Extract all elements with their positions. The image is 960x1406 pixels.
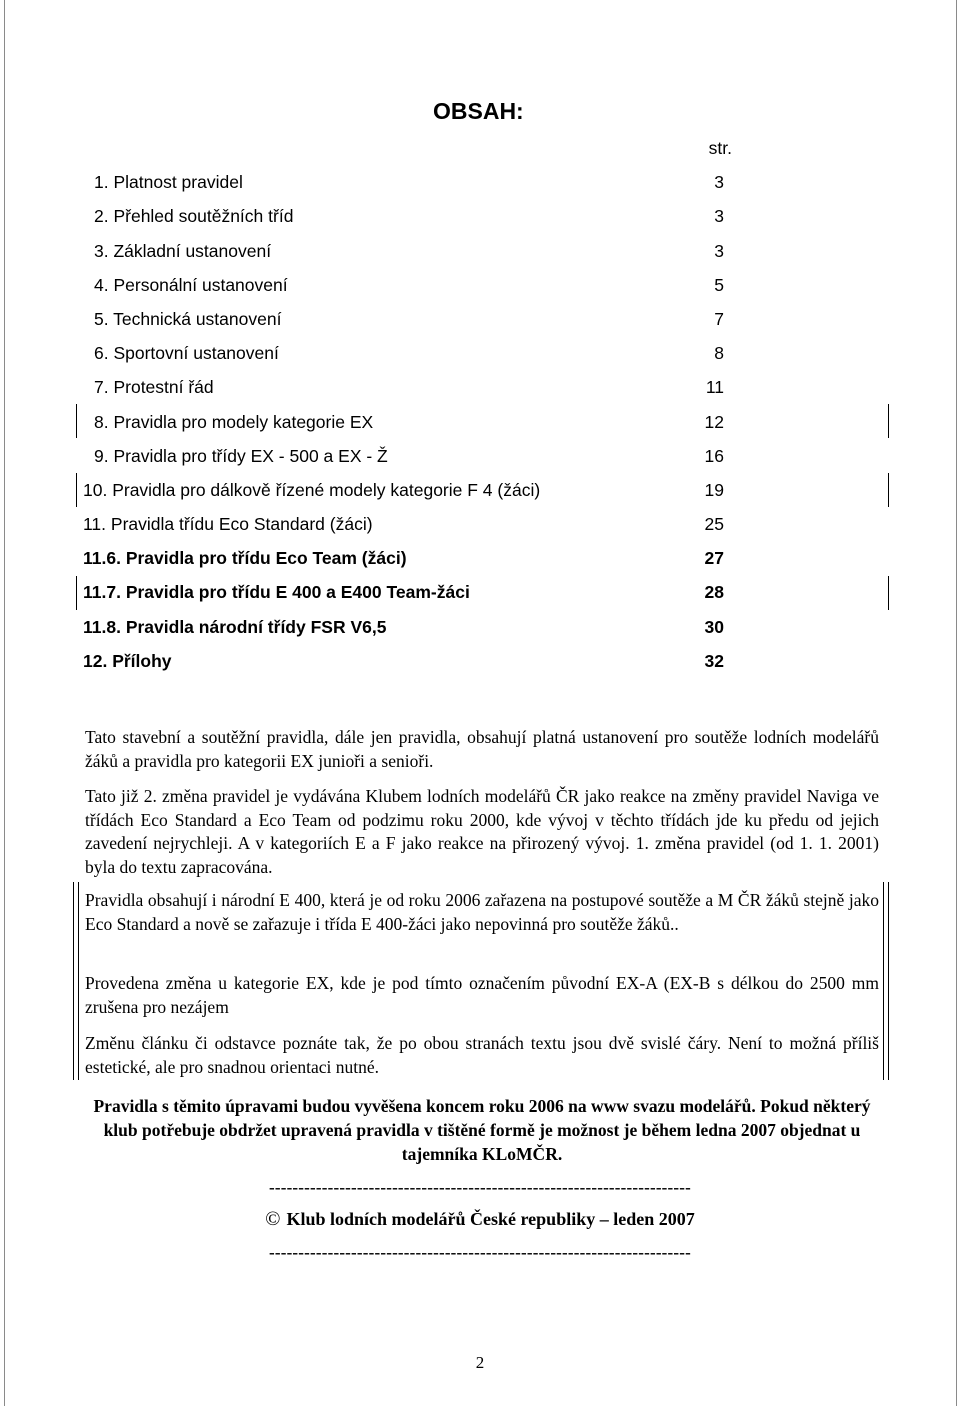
toc-item-page: 3: [714, 240, 724, 261]
marker-explanation-paragraph: [85, 1032, 879, 1079]
toc-item-page: 30: [704, 616, 724, 637]
toc-item-label: 2. Přehled soutěžních tříd: [94, 206, 294, 227]
toc-item-label: 12. Přílohy: [83, 650, 172, 671]
page-title: OBSAH:: [433, 98, 524, 124]
toc-item-page: 32: [704, 650, 724, 671]
notice-text: Pravidla s těmito úpravami budou vyvěšena koncem roku 2006 na www svazu modelářů. Pokud některý klub potřebuje obdržet upravená pravidla v tištěné formě je možnost je během ledna 2007 objednat u tajemníka KLoMČR.: [93, 1096, 871, 1164]
toc-page-header: str.: [708, 138, 732, 158]
change-paragraph: [85, 785, 879, 879]
toc-item: [83, 616, 734, 651]
change-marker-left: [76, 473, 77, 507]
toc-item-label: 4. Personální ustanovení: [94, 274, 288, 295]
toc-item-label: 8. Pravidla pro modely kategorie EX: [94, 411, 374, 432]
change-marker-right: [888, 404, 889, 438]
toc-item: [83, 582, 734, 616]
toc-item: [83, 548, 734, 582]
paragraph-text: Provedena změna u kategorie EX, kde je pod tímto označením původní EX-A (EX-B s délkou do 2500 mm zrušena pro nezájem: [85, 973, 879, 1017]
toc-item-page: 27: [704, 548, 724, 569]
toc-item-label: 7. Protestní řád: [94, 377, 214, 398]
toc-item-label: 6. Sportovní ustanovení: [94, 343, 279, 364]
toc-item-page: 25: [704, 514, 724, 535]
toc-item: [94, 377, 734, 411]
intro-paragraph: [85, 726, 879, 773]
toc-item-page: 28: [704, 582, 724, 603]
toc-item-label: 5. Technická ustanovení: [94, 308, 282, 329]
paragraph-text: Změnu článku či odstavce poznáte tak, že po obou stranách textu jsou dvě svislé čáry. Není to možná příliš estetické, ale pro snadnou orientaci nutné.: [85, 1033, 879, 1077]
page-number: 2: [475, 1353, 485, 1372]
toc-item: [94, 241, 734, 275]
toc-header: [94, 138, 734, 172]
toc-item-page: 16: [704, 445, 724, 466]
e400-paragraph: [85, 889, 879, 936]
toc-item-page: 19: [704, 479, 724, 500]
toc-item-page: 7: [714, 308, 724, 329]
toc-item: [94, 343, 734, 377]
toc-item-label: 11.6. Pravidla pro třídu Eco Team (žáci): [83, 548, 407, 569]
toc-item-label: 1. Platnost pravidel: [94, 172, 243, 193]
toc-item-label: 10. Pravidla pro dálkově řízené modely kategorie F 4 (žáci): [83, 479, 541, 500]
toc-item: [94, 206, 734, 240]
toc-item: [94, 446, 734, 480]
toc-item-label: 3. Základní ustanovení: [94, 240, 272, 261]
toc-item: [94, 172, 734, 206]
change-marker-left: [76, 576, 77, 610]
table-of-contents: [83, 138, 734, 685]
paragraph-text: Pravidla obsahují i národní E 400, která je od roku 2006 zařazena na postupové soutěže a M ČR žáků stejně jako Eco Standard a nově se zařazuje i třída E 400-žáci jako nepovinná pro soutěže žáků..: [85, 890, 879, 934]
change-marker-right: [888, 473, 889, 507]
toc-item: [83, 514, 734, 548]
change-marker-left: [76, 404, 77, 438]
paragraph-text: Tato již 2. změna pravidel je vydávána Klubem lodních modelářů ČR jako reakce na změny pravidel Naviga ve třídách Eco Standard a Eco Team od podzimu roku 2000, kde vývoj v těchto třídách jde ku předu od jejich zavedení nejrychleji. A v kategoriích E a F jako reakce na přirozený vývoj. 1. změna pravidel (od 1. 1. 2001) byla do textu zapracována.: [85, 786, 879, 877]
toc-item-page: 3: [714, 206, 724, 227]
ex-paragraph: [85, 972, 879, 1019]
paragraph-text: Tato stavební a soutěžní pravidla, dále jen pravidla, obsahují platná ustanovení pro soutěže lodních modelářů žáků a pravidla pro kategorii EX junioři a senioři.: [85, 727, 879, 771]
toc-item: [83, 650, 734, 685]
change-marker-left: [73, 882, 74, 1080]
toc-item-page: 5: [714, 274, 724, 295]
toc-item-label: 11. Pravidla třídu Eco Standard (žáci): [83, 514, 373, 535]
toc-item-label: 11.8. Pravidla národní třídy FSR V6,5: [83, 616, 387, 637]
toc-item-label: 9. Pravidla pro třídy EX - 500 a EX - Ž: [94, 445, 388, 466]
copyright-icon: ©: [265, 1208, 281, 1230]
toc-item: [94, 309, 734, 343]
toc-item-page: 3: [714, 172, 724, 193]
toc-item: [94, 275, 734, 309]
change-marker-left: [78, 882, 79, 1080]
toc-item-label: 11.7. Pravidla pro třídu E 400 a E400 Team-žáci: [83, 582, 470, 603]
divider-line: ------------------------------------------------------------------------: [268, 1178, 691, 1197]
divider-line: ------------------------------------------------------------------------: [268, 1243, 691, 1262]
toc-item-page: 12: [704, 411, 724, 432]
toc-item: [83, 479, 734, 514]
toc-item-page: 11: [705, 377, 724, 398]
change-marker-right: [883, 882, 884, 1080]
toc-item-page: 8: [714, 343, 724, 364]
change-marker-right: [888, 576, 889, 610]
copyright-line: [0, 1208, 960, 1231]
change-marker-right: [888, 882, 889, 1080]
copyright-text: Klub lodních modelářů České republiky – leden 2007: [286, 1209, 695, 1229]
toc-item: [94, 412, 734, 446]
